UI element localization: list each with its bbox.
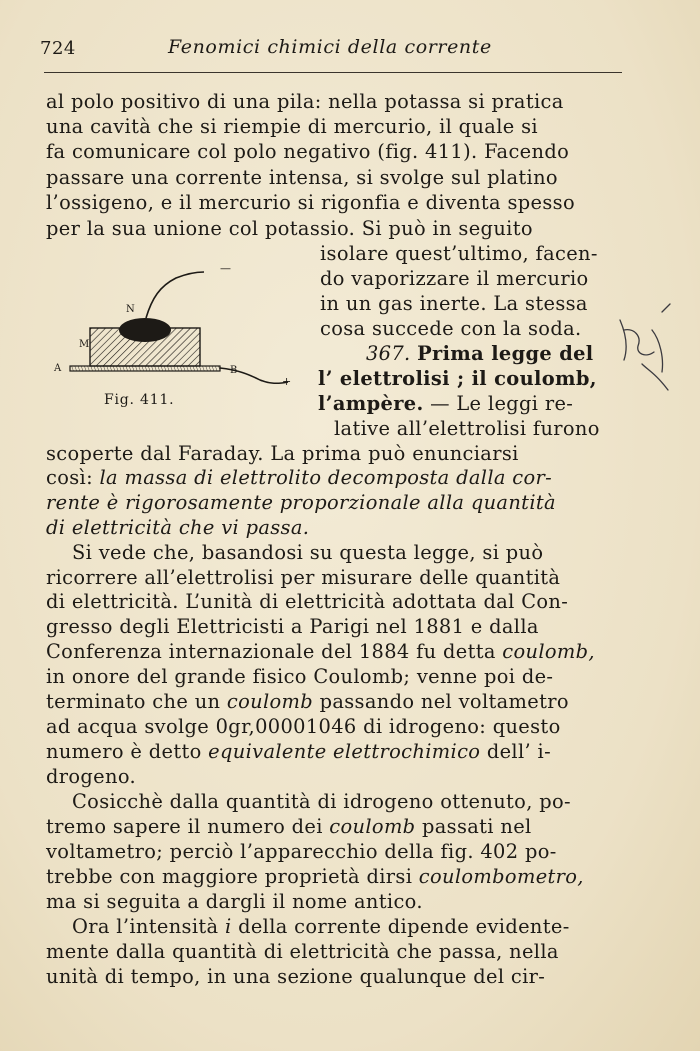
- label-n: N: [126, 304, 135, 315]
- text-line: in onore del grande fisico Coulomb; venne poi de-: [46, 665, 554, 688]
- text-line: passare una corrente intensa, si svolge sul platino: [46, 166, 558, 189]
- law-statement-line: rente è rigorosamente proporzionale alla quantità: [46, 491, 556, 514]
- text-line: ma si seguita a dargli il nome antico.: [46, 890, 423, 913]
- text-fragment: Conferenza internazionale del 1884 fu detta: [46, 640, 496, 663]
- text-line: Cosicchè dalla quantità di idrogeno ottenuto, po-: [72, 790, 571, 813]
- text-line: l’ossigeno, e il mercurio si rigonfia e diventa spesso: [46, 191, 575, 214]
- text-line: [72, 915, 570, 939]
- italic-term: coulombometro,: [418, 865, 584, 888]
- italic-term: coulomb: [226, 690, 314, 713]
- text-line: [318, 417, 600, 441]
- page-header: [40, 36, 630, 66]
- text-fragment: — Le leggi re-: [430, 392, 574, 415]
- text-line: ricorrere all’elettrolisi per misurare delle quantità: [46, 566, 561, 589]
- text-line: mente dalla quantità di elettricità che passa, nella: [46, 940, 559, 963]
- law-statement-line: di elettricità che vi passa.: [46, 516, 310, 539]
- text-line: voltametro; perciò l’apparecchio della fig. 402 po-: [46, 840, 557, 863]
- label-b: B: [230, 365, 238, 376]
- law-statement: la massa di elettrolito decomposta dalla cor-: [99, 466, 553, 489]
- text-line: scoperte dal Faraday. La prima può enunciarsi: [46, 442, 519, 465]
- text-line: Si vede che, basandosi su questa legge, si può: [72, 541, 544, 564]
- text-fragment: dell’ i-: [486, 740, 552, 763]
- section-title: Prima legge del: [417, 342, 594, 365]
- text-line: al polo positivo di una pila: nella potassa si pratica: [46, 90, 564, 113]
- page-number: 724: [40, 38, 76, 59]
- text-line: fa comunicare col polo negativo (fig. 411). Facendo: [46, 140, 570, 163]
- text-line: [46, 815, 532, 839]
- text-line: per la sua unione col potassio. Si può in seguito: [46, 217, 533, 240]
- text-line: una cavità che si riempie di mercurio, il quale si: [46, 115, 538, 138]
- text-line: do vaporizzare il mercurio: [320, 267, 589, 290]
- text-fragment: terminato che un: [46, 690, 221, 713]
- text-fragment: Ora l’intensità: [72, 915, 219, 938]
- text-fragment: tremo sapere il numero dei: [46, 815, 323, 838]
- label-a: A: [54, 363, 62, 374]
- platinum-plate: [70, 366, 220, 371]
- text-fragment: passando nel voltametro: [319, 690, 569, 713]
- text-line: gresso degli Elettricisti a Parigi nel 1881 e dalla: [46, 615, 539, 638]
- italic-term: coulomb,: [502, 640, 595, 663]
- section-title: l’ elettrolisi ; il coulomb,: [318, 367, 597, 390]
- text-fragment: passati nel: [421, 815, 532, 838]
- section-title: l’ampère.: [318, 392, 424, 415]
- text-line: isolare quest’ultimo, facen-: [320, 242, 598, 265]
- text-line: [46, 690, 569, 714]
- text-line: ad acqua svolge 0gr,00001046 di idrogeno: questo: [46, 715, 561, 738]
- text-line: [46, 740, 551, 764]
- wire-negative: [146, 272, 204, 318]
- italic-term: coulomb: [329, 815, 416, 838]
- label-m: M: [79, 339, 90, 350]
- law-statement: [46, 516, 309, 540]
- text-line: [46, 640, 595, 664]
- section-number: 367.: [366, 342, 411, 365]
- text-fragment: così:: [46, 466, 93, 489]
- italic-term: i: [224, 915, 232, 938]
- header-rule: [44, 72, 622, 73]
- text-line: unità di tempo, in una sezione qualunque del cir-: [46, 965, 546, 988]
- text-line: [318, 392, 573, 416]
- figure-caption: Fig. 411.: [104, 392, 175, 408]
- text-line: drogeno.: [46, 765, 137, 788]
- text-fragment: trebbe con maggiore proprietà dirsi: [46, 865, 413, 888]
- mercury-cavity: [119, 318, 171, 342]
- text-line: di elettricità. L’unità di elettricità adottata dal Con-: [46, 590, 569, 613]
- label-minus: —: [220, 262, 231, 275]
- text-fragment: della corrente dipende evidente-: [238, 915, 570, 938]
- text-line: cosa succede con la soda.: [320, 317, 582, 340]
- label-plus: +: [282, 375, 292, 388]
- section-heading-line: [366, 342, 594, 366]
- law-statement: [46, 491, 556, 515]
- text-fragment: numero è detto: [46, 740, 202, 763]
- italic-term: equivalente elettrochimico: [208, 740, 481, 763]
- text-line: [46, 466, 552, 490]
- text-line: [46, 865, 584, 889]
- running-title: Fenomici chimici della corrente: [168, 36, 492, 58]
- text-line: in un gas inerte. La stessa: [320, 292, 588, 315]
- text-fragment: lative all’elettrolisi furono: [334, 417, 600, 440]
- handwritten-margin-mark: [612, 300, 676, 396]
